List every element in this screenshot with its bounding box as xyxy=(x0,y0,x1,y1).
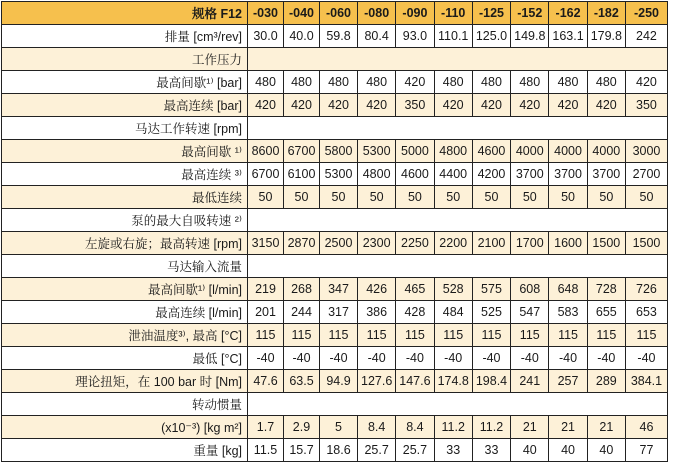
value-cell: 726 xyxy=(625,278,667,301)
row-label: 泄油温度³⁾, 最高 [°C] xyxy=(2,324,248,347)
section-label: 马达输入流量 xyxy=(2,255,248,278)
value-cell: 4600 xyxy=(472,140,510,163)
value-cell: 2500 xyxy=(320,232,358,255)
value-cell: 242 xyxy=(625,25,667,48)
value-cell: 480 xyxy=(248,71,284,94)
value-cell: 115 xyxy=(396,324,434,347)
value-cell: 115 xyxy=(549,324,587,347)
table-row xyxy=(2,301,668,324)
row-label: 最高间歇 ¹⁾ xyxy=(2,140,248,163)
value-cell: 4600 xyxy=(396,163,434,186)
value-cell: 115 xyxy=(625,324,667,347)
value-cell: 1500 xyxy=(587,232,625,255)
section-label: 泵的最大自吸转速 ²⁾ xyxy=(2,209,248,232)
header-label: 规格 F12 xyxy=(2,2,248,25)
value-cell: 115 xyxy=(284,324,320,347)
table-row xyxy=(2,232,668,255)
row-label: 最高间歇¹⁾ [l/min] xyxy=(2,278,248,301)
model-header: -125 xyxy=(472,2,510,25)
section-label: 工作压力 xyxy=(2,48,248,71)
value-cell: 50 xyxy=(625,186,667,209)
model-header: -152 xyxy=(511,2,549,25)
table-row xyxy=(2,416,668,439)
section-filler xyxy=(248,255,668,278)
value-cell: 30.0 xyxy=(248,25,284,48)
spec-table xyxy=(1,1,668,462)
section-row xyxy=(2,393,668,416)
model-header: -080 xyxy=(358,2,396,25)
value-cell: -40 xyxy=(549,347,587,370)
value-cell: 115 xyxy=(587,324,625,347)
value-cell: 420 xyxy=(248,94,284,117)
value-cell: 5 xyxy=(320,416,358,439)
value-cell: -40 xyxy=(472,347,510,370)
value-cell: 50 xyxy=(549,186,587,209)
section-filler xyxy=(248,209,668,232)
value-cell: 50 xyxy=(358,186,396,209)
value-cell: 465 xyxy=(396,278,434,301)
value-cell: 115 xyxy=(472,324,510,347)
value-cell: 6700 xyxy=(248,163,284,186)
value-cell: 583 xyxy=(549,301,587,324)
value-cell: 25.7 xyxy=(358,439,396,462)
model-header: -090 xyxy=(396,2,434,25)
value-cell: -40 xyxy=(284,347,320,370)
value-cell: 198.4 xyxy=(472,370,510,393)
value-cell: 653 xyxy=(625,301,667,324)
value-cell: 50 xyxy=(284,186,320,209)
value-cell: -40 xyxy=(358,347,396,370)
value-cell: 480 xyxy=(434,71,472,94)
section-filler xyxy=(248,48,668,71)
value-cell: 50 xyxy=(248,186,284,209)
value-cell: 4400 xyxy=(434,163,472,186)
value-cell: 94.9 xyxy=(320,370,358,393)
model-header: -162 xyxy=(549,2,587,25)
model-header: -060 xyxy=(320,2,358,25)
value-cell: 420 xyxy=(549,94,587,117)
row-label: 最低连续 xyxy=(2,186,248,209)
value-cell: 21 xyxy=(511,416,549,439)
value-cell: 608 xyxy=(511,278,549,301)
value-cell: 1600 xyxy=(549,232,587,255)
value-cell: 21 xyxy=(549,416,587,439)
value-cell: 50 xyxy=(587,186,625,209)
value-cell: 2100 xyxy=(472,232,510,255)
value-cell: 115 xyxy=(434,324,472,347)
value-cell: 480 xyxy=(587,71,625,94)
value-cell: 428 xyxy=(396,301,434,324)
value-cell: 115 xyxy=(248,324,284,347)
table-row xyxy=(2,163,668,186)
value-cell: 11.2 xyxy=(472,416,510,439)
value-cell: 50 xyxy=(472,186,510,209)
value-cell: 384.1 xyxy=(625,370,667,393)
value-cell: 147.6 xyxy=(396,370,434,393)
value-cell: 317 xyxy=(320,301,358,324)
value-cell: 1500 xyxy=(625,232,667,255)
value-cell: 174.8 xyxy=(434,370,472,393)
value-cell: 420 xyxy=(434,94,472,117)
value-cell: 4000 xyxy=(587,140,625,163)
value-cell: 480 xyxy=(284,71,320,94)
value-cell: 40 xyxy=(549,439,587,462)
value-cell: 4200 xyxy=(472,163,510,186)
table-row xyxy=(2,71,668,94)
value-cell: 6100 xyxy=(284,163,320,186)
table-row xyxy=(2,347,668,370)
spec-table-container xyxy=(1,1,668,462)
value-cell: 655 xyxy=(587,301,625,324)
value-cell: 480 xyxy=(320,71,358,94)
value-cell: 15.7 xyxy=(284,439,320,462)
value-cell: 50 xyxy=(511,186,549,209)
value-cell: 420 xyxy=(511,94,549,117)
value-cell: 21 xyxy=(587,416,625,439)
value-cell: 125.0 xyxy=(472,25,510,48)
section-filler xyxy=(248,117,668,140)
value-cell: 4000 xyxy=(511,140,549,163)
value-cell: 5300 xyxy=(358,140,396,163)
value-cell: 25.7 xyxy=(396,439,434,462)
section-label: 转动惯量 xyxy=(2,393,248,416)
value-cell: 480 xyxy=(472,71,510,94)
value-cell: 80.4 xyxy=(358,25,396,48)
value-cell: 5300 xyxy=(320,163,358,186)
table-row xyxy=(2,25,668,48)
value-cell: 50 xyxy=(434,186,472,209)
value-cell: 2.9 xyxy=(284,416,320,439)
value-cell: 8.4 xyxy=(396,416,434,439)
row-label: 最高连续 [bar] xyxy=(2,94,248,117)
value-cell: 77 xyxy=(625,439,667,462)
value-cell: -40 xyxy=(248,347,284,370)
value-cell: 33 xyxy=(472,439,510,462)
value-cell: 2700 xyxy=(625,163,667,186)
value-cell: 11.2 xyxy=(434,416,472,439)
value-cell: 40 xyxy=(511,439,549,462)
value-cell: 33 xyxy=(434,439,472,462)
value-cell: 5000 xyxy=(396,140,434,163)
value-cell: 484 xyxy=(434,301,472,324)
section-row xyxy=(2,209,668,232)
model-header: -040 xyxy=(284,2,320,25)
section-row xyxy=(2,117,668,140)
row-label: 理论扭矩，在 100 bar 时 [Nm] xyxy=(2,370,248,393)
model-header: -182 xyxy=(587,2,625,25)
value-cell: 3150 xyxy=(248,232,284,255)
value-cell: 6700 xyxy=(284,140,320,163)
value-cell: 2200 xyxy=(434,232,472,255)
value-cell: 420 xyxy=(284,94,320,117)
value-cell: -40 xyxy=(434,347,472,370)
value-cell: 426 xyxy=(358,278,396,301)
row-label: (x10⁻³) [kg m²] xyxy=(2,416,248,439)
value-cell: 3700 xyxy=(549,163,587,186)
table-row xyxy=(2,439,668,462)
value-cell: 18.6 xyxy=(320,439,358,462)
value-cell: 386 xyxy=(358,301,396,324)
value-cell: 289 xyxy=(587,370,625,393)
value-cell: 40 xyxy=(587,439,625,462)
value-cell: 4000 xyxy=(549,140,587,163)
value-cell: 93.0 xyxy=(396,25,434,48)
value-cell: 420 xyxy=(320,94,358,117)
row-label: 最高连续 ³⁾ xyxy=(2,163,248,186)
value-cell: 420 xyxy=(625,71,667,94)
value-cell: 59.8 xyxy=(320,25,358,48)
section-filler xyxy=(248,393,668,416)
value-cell: 4800 xyxy=(434,140,472,163)
table-row xyxy=(2,94,668,117)
value-cell: 8600 xyxy=(248,140,284,163)
value-cell: 46 xyxy=(625,416,667,439)
value-cell: 480 xyxy=(549,71,587,94)
value-cell: 50 xyxy=(320,186,358,209)
value-cell: -40 xyxy=(625,347,667,370)
model-header: -110 xyxy=(434,2,472,25)
value-cell: 5800 xyxy=(320,140,358,163)
value-cell: 244 xyxy=(284,301,320,324)
value-cell: 3000 xyxy=(625,140,667,163)
value-cell: 241 xyxy=(511,370,549,393)
value-cell: 201 xyxy=(248,301,284,324)
table-row xyxy=(2,186,668,209)
value-cell: 2300 xyxy=(358,232,396,255)
value-cell: 1700 xyxy=(511,232,549,255)
spec-table-body xyxy=(2,2,668,462)
value-cell: 480 xyxy=(511,71,549,94)
value-cell: 268 xyxy=(284,278,320,301)
value-cell: 179.8 xyxy=(587,25,625,48)
header-row xyxy=(2,2,668,25)
value-cell: 525 xyxy=(472,301,510,324)
value-cell: 11.5 xyxy=(248,439,284,462)
row-label: 最高连续 [l/min] xyxy=(2,301,248,324)
value-cell: 40.0 xyxy=(284,25,320,48)
value-cell: 648 xyxy=(549,278,587,301)
value-cell: 420 xyxy=(472,94,510,117)
value-cell: 8.4 xyxy=(358,416,396,439)
value-cell: 163.1 xyxy=(549,25,587,48)
value-cell: 127.6 xyxy=(358,370,396,393)
row-label: 左旋或右旋；最高转速 [rpm] xyxy=(2,232,248,255)
value-cell: 575 xyxy=(472,278,510,301)
value-cell: 115 xyxy=(358,324,396,347)
table-row xyxy=(2,370,668,393)
value-cell: 347 xyxy=(320,278,358,301)
table-row xyxy=(2,140,668,163)
value-cell: 547 xyxy=(511,301,549,324)
value-cell: 3700 xyxy=(511,163,549,186)
value-cell: 115 xyxy=(511,324,549,347)
value-cell: 63.5 xyxy=(284,370,320,393)
value-cell: 728 xyxy=(587,278,625,301)
row-label: 最高间歇¹⁾ [bar] xyxy=(2,71,248,94)
value-cell: 115 xyxy=(320,324,358,347)
value-cell: 50 xyxy=(396,186,434,209)
model-header: -030 xyxy=(248,2,284,25)
value-cell: 420 xyxy=(396,71,434,94)
model-header: -250 xyxy=(625,2,667,25)
section-row xyxy=(2,255,668,278)
row-label: 重量 [kg] xyxy=(2,439,248,462)
value-cell: 257 xyxy=(549,370,587,393)
value-cell: 2870 xyxy=(284,232,320,255)
value-cell: 2250 xyxy=(396,232,434,255)
value-cell: 420 xyxy=(587,94,625,117)
value-cell: 219 xyxy=(248,278,284,301)
value-cell: 110.1 xyxy=(434,25,472,48)
value-cell: 528 xyxy=(434,278,472,301)
value-cell: 350 xyxy=(625,94,667,117)
section-label: 马达工作转速 [rpm] xyxy=(2,117,248,140)
table-row xyxy=(2,278,668,301)
value-cell: 3700 xyxy=(587,163,625,186)
value-cell: -40 xyxy=(396,347,434,370)
value-cell: -40 xyxy=(587,347,625,370)
value-cell: 149.8 xyxy=(511,25,549,48)
value-cell: -40 xyxy=(511,347,549,370)
value-cell: 480 xyxy=(358,71,396,94)
section-row xyxy=(2,48,668,71)
value-cell: 420 xyxy=(358,94,396,117)
value-cell: 47.6 xyxy=(248,370,284,393)
table-row xyxy=(2,324,668,347)
value-cell: 4800 xyxy=(358,163,396,186)
row-label: 排量 [cm³/rev] xyxy=(2,25,248,48)
value-cell: 1.7 xyxy=(248,416,284,439)
value-cell: 350 xyxy=(396,94,434,117)
value-cell: -40 xyxy=(320,347,358,370)
row-label: 最低 [°C] xyxy=(2,347,248,370)
